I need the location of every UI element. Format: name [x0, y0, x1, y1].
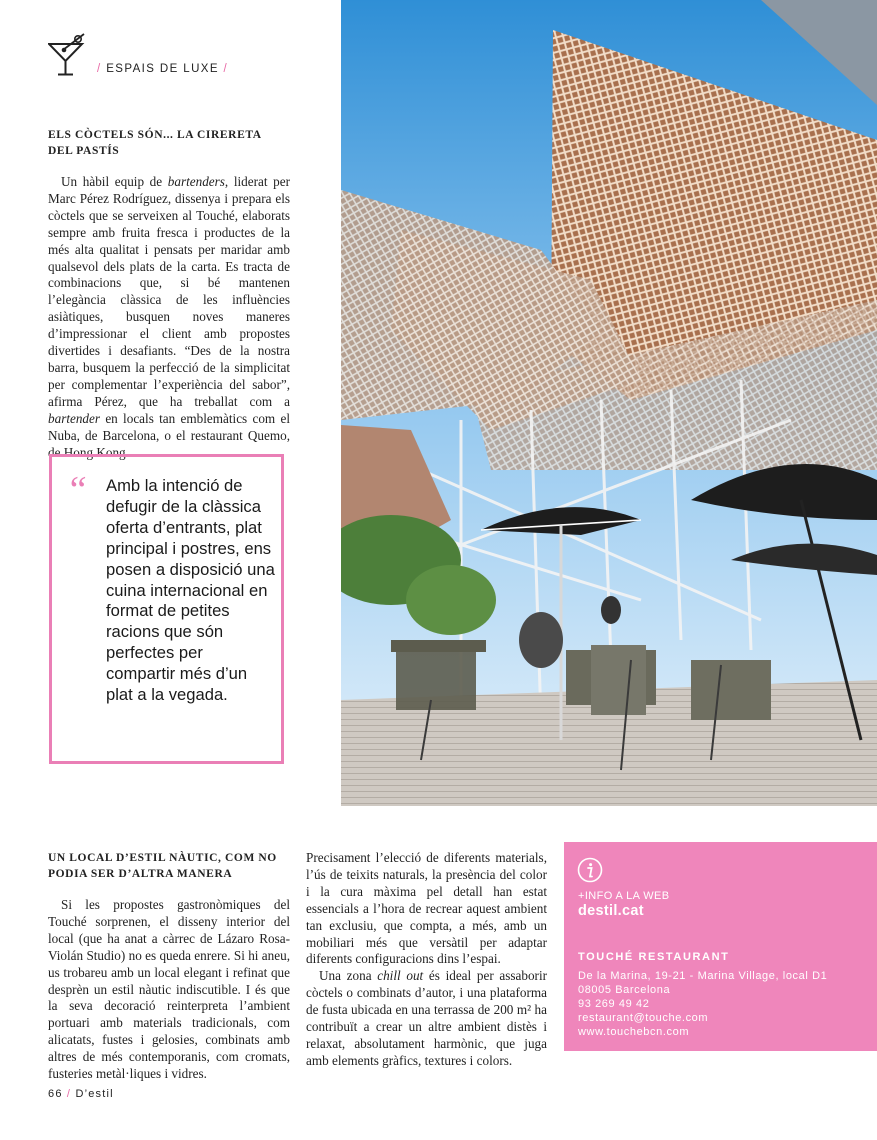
subhead-cocktails: ELS CÒCTELS SÓN... LA CIRERETA DEL PASTÍS [48, 129, 262, 157]
section-label-text: ESPAIS DE LUXE [106, 63, 219, 75]
restaurant-photo [341, 0, 877, 806]
paragraph-materials: Precisament l’elecció de diferents materials, l’ús de teixits naturals, la presència del color i la cura màxima pel detall han estat essencials a l’hora de recrear aquest ambient tan exclusiu, que compta, a més, amb un mobiliari més que versàtil per adaptar diferents configuracions dins l’espai. Una zona chill out és ideal per assaborir còctels o combinats d’autor, i una plataforma de fusta ubicada en una terrassa de 200 m² ha contribuït a crear un altre ambient distès i relaxat, absolutament harmònic, que juga amb elements gràfics, textures i colors. [306, 850, 547, 1068]
pull-quote-text: Amb la intenció de defugir de la clàssica oferta d’entrants, plat principal i postres, ens posen a disposició una cuina internacional en format de petites racions que són perfectes per compartir més d’un plat a la vegada. [106, 476, 275, 705]
slash-divider: / [66, 1088, 72, 1100]
terrace-illustration [341, 0, 877, 806]
slash-divider: / [97, 63, 102, 75]
paragraph-cocktails: Un hàbil equip de bartenders, liderat per Marc Pérez Rodríguez, dissenya i prepara els còctels que se serveixen al Touché, elaborats sempre amb fruita fresca i productes de la més alta qualitat i pensats per maridar amb qualsevol dels plats de la carta. Es tracta de combinacions que, si bé mantenen l’elegància clàssica de les influències asiàtiques, busquen noves maneres d’impressionar el client amb propostes divertides i desafiants. “Des de la nostra barra, busquem la perfecció de la simplicitat per complementar l’experiència del sabor”, afirma Pérez, que ha treballat com a bartender en locals tan emblemàtics com el Nuba, de Barcelona, o el restaurant Quemo, de Hong Kong. [48, 174, 291, 460]
restaurant-email[interactable]: restaurant@touche.com [578, 1012, 709, 1024]
restaurant-title: TOUCHÉ RESTAURANT [578, 951, 730, 963]
restaurant-city: 08005 Barcelona [578, 984, 671, 996]
restaurant-phone: 93 269 49 42 [578, 998, 650, 1010]
website-link[interactable]: destil.cat [578, 903, 644, 919]
magazine-name: D’estil [75, 1088, 114, 1100]
section-label [97, 63, 228, 75]
subhead-nautical: UN LOCAL D’ESTIL NÀUTIC, COM NO PODIA SER D’ALTRA MANERA [48, 852, 277, 880]
paragraph-design: Si les propostes gastronòmiques del Touché sorprenen, el disseny interior del local (que ha anat a càrrec de Lázaro Rosa-Violán Studio) no es queda enrere. Si hi aneu, us trobareu amb un local elegant i refinat que desprèn un estil nàutic indiscutible. I és que la seva decoració reinterpreta l’ambient portuari amb materials tradicionals, com alicatats, fustes i gelosies, combinats amb altres de més contemporanis, com cromats, fusteries metàl·liques i vidres. [48, 897, 290, 1082]
info-icon [577, 857, 603, 883]
page-number: 66 [48, 1088, 63, 1100]
info-web-label: +INFO A LA WEB [578, 890, 670, 902]
cocktail-glass-icon [48, 32, 90, 78]
restaurant-address: De la Marina, 19-21 - Marina Village, local D1 [578, 970, 828, 982]
page-footer [48, 1088, 114, 1100]
slash-divider: / [223, 63, 229, 75]
quote-mark-icon: “ [66, 469, 88, 511]
restaurant-web[interactable]: www.touchebcn.com [578, 1026, 690, 1038]
